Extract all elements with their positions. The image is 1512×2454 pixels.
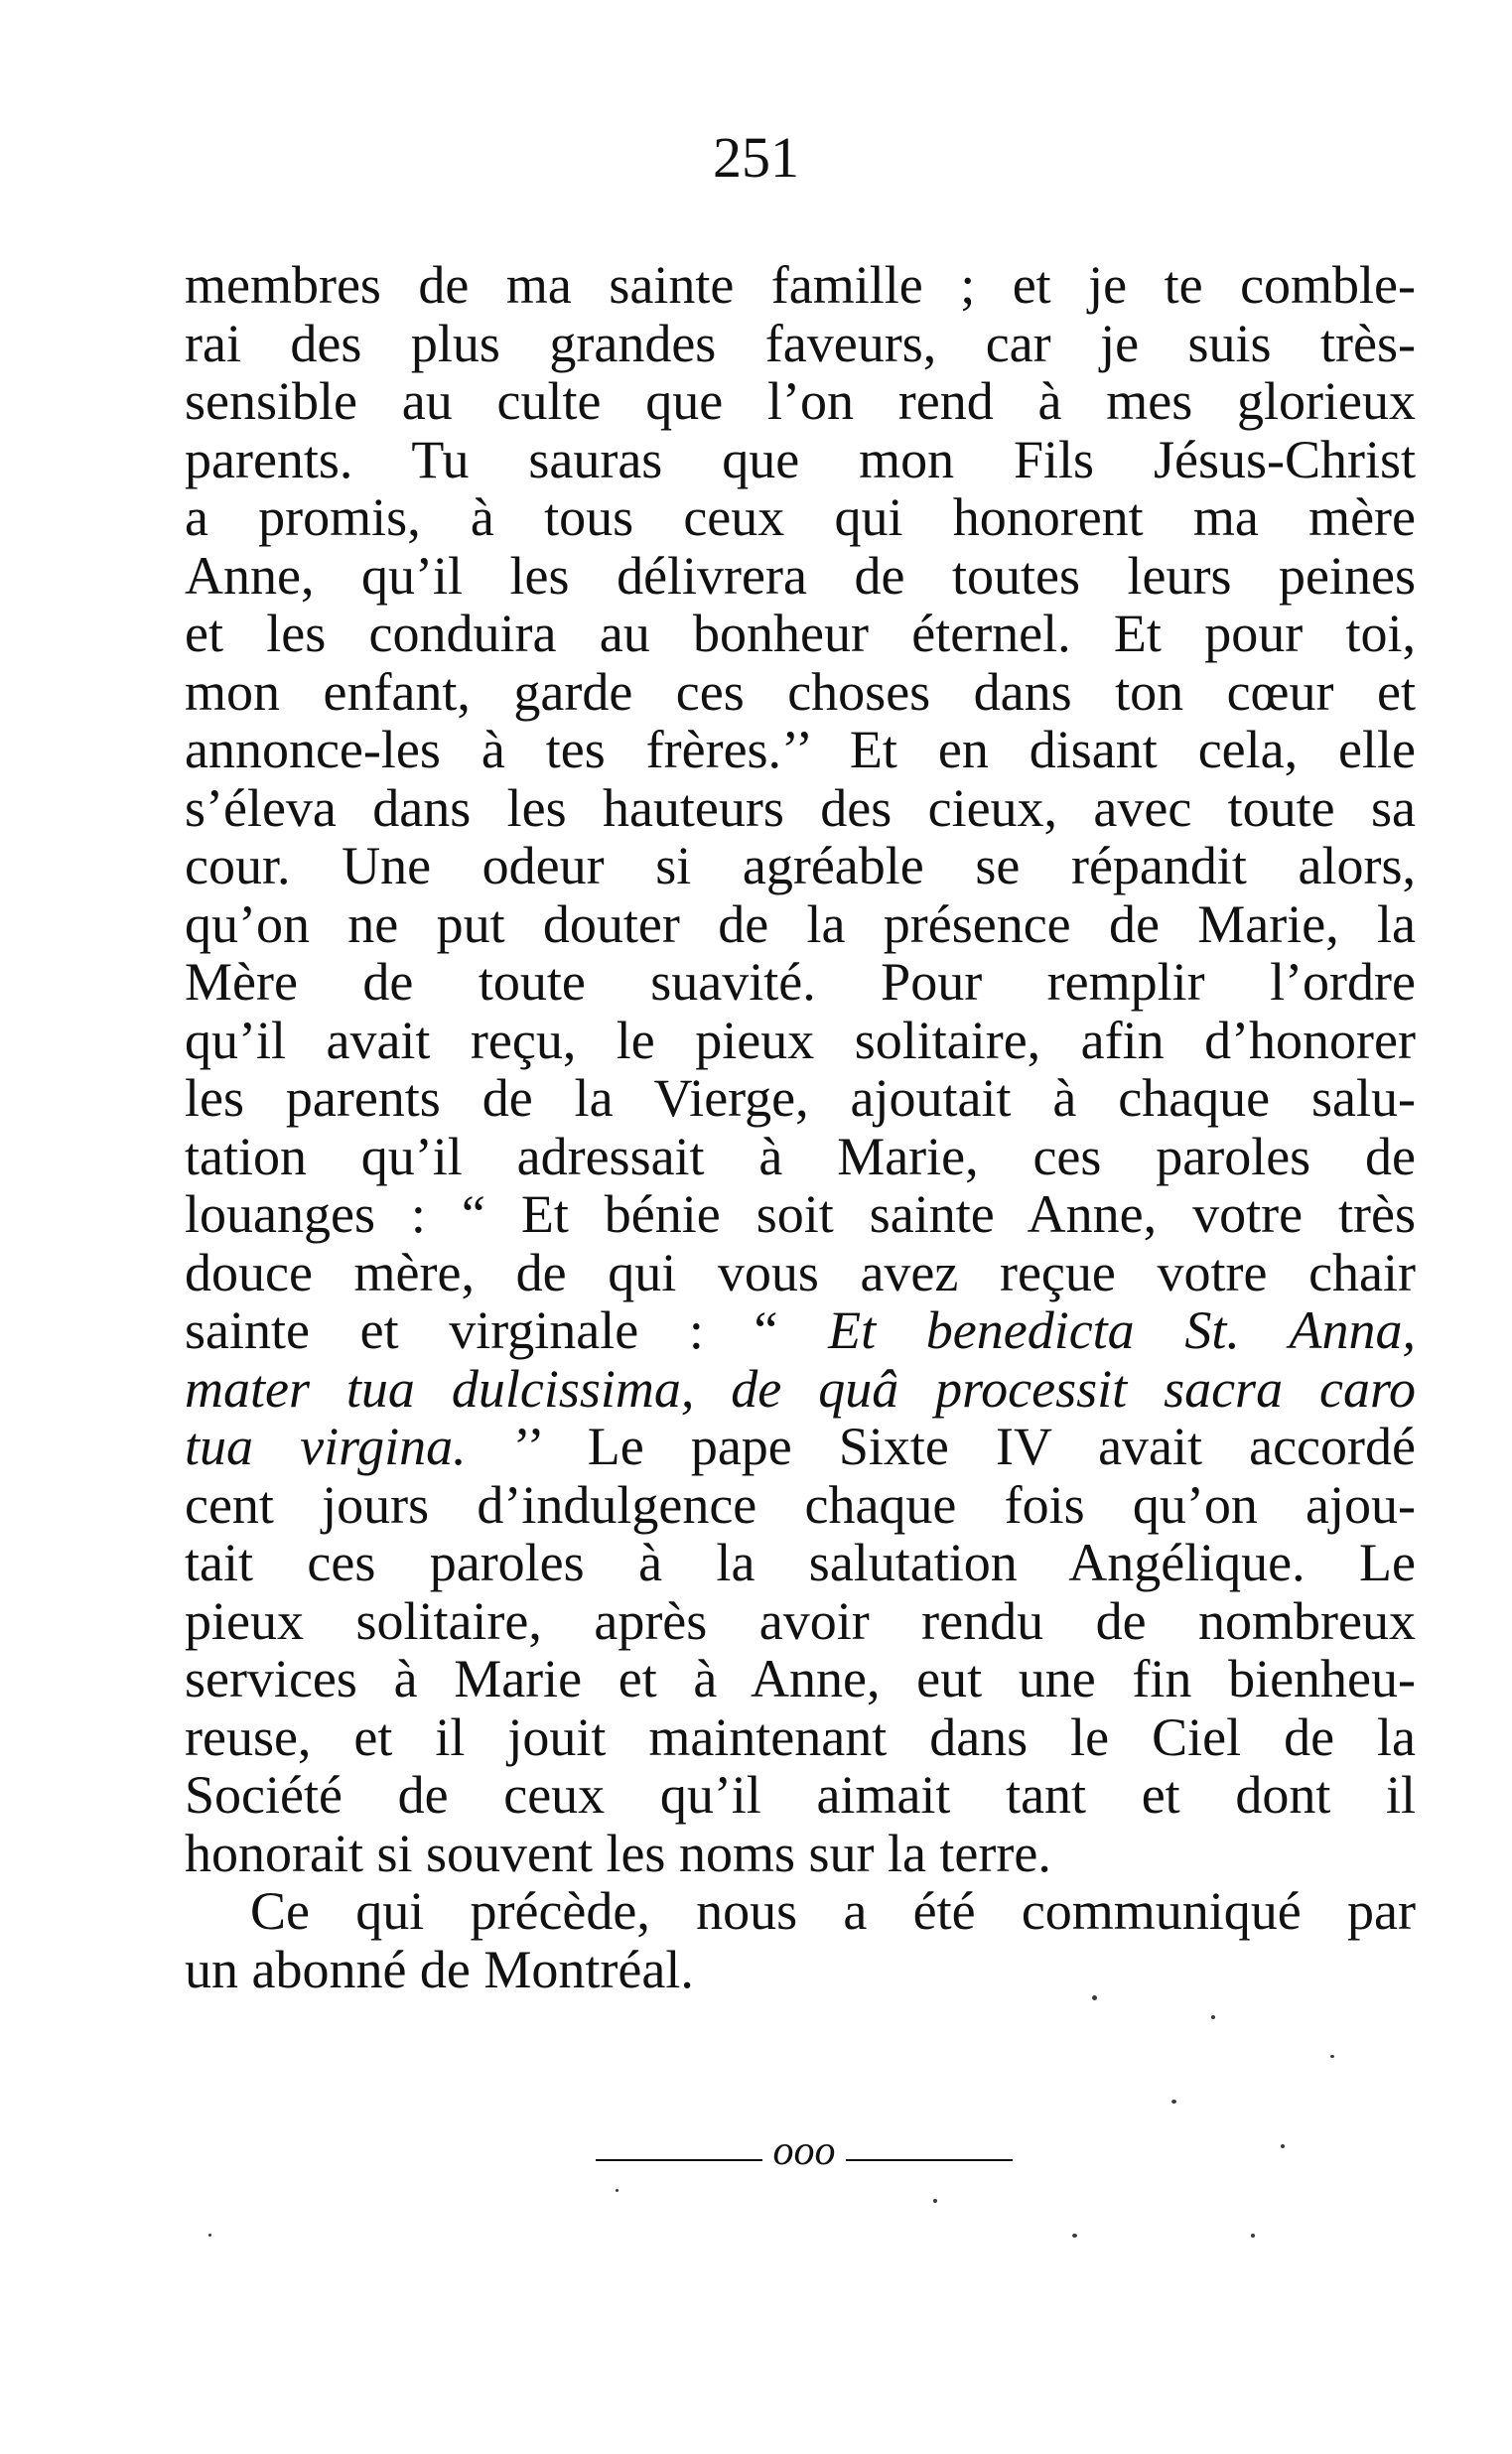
text-line: les parents de la Vierge, ajoutait à chaque salu-	[185, 1068, 1416, 1128]
text-line: un abonné de Montréal.	[185, 1939, 694, 1999]
latin-quote: tua virgina.	[185, 1417, 467, 1476]
scan-speck	[1072, 2234, 1077, 2238]
text-line: tait ces paroles à la salutation Angélique. Le	[185, 1533, 1416, 1592]
latin-quote: Et benedicta St. Anna,	[828, 1300, 1416, 1360]
scan-speck	[933, 2199, 937, 2203]
text-line	[185, 1360, 1416, 1419]
scan-speck	[1251, 2234, 1255, 2238]
text-line: a promis, à tous ceux qui honorent ma mère	[185, 487, 1416, 547]
text-line: Anne, qu’il les délivrera de toutes leurs peines	[185, 545, 1416, 606]
scan-speck	[1092, 1995, 1097, 2000]
text-line: qu’il avait reçu, le pieux solitaire, afin d’honorer	[185, 1010, 1416, 1070]
text-line: annonce-les à tes frères.’’ Et en disant cela, elle	[185, 720, 1416, 779]
separator-mark: ooo	[762, 2131, 846, 2171]
scan-speck	[1211, 2015, 1215, 2019]
text-line: cent jours d’indulgence chaque fois qu’on ajou-	[185, 1474, 1416, 1535]
text-line: reuse, et il jouit maintenant dans le Ciel de la	[185, 1706, 1416, 1767]
page-number: 251	[713, 125, 799, 190]
text-line: s’éleva dans les hauteurs des cieux, avec toute sa	[185, 777, 1416, 838]
text-line: cour. Une odeur si agréable se répandit alors,	[185, 836, 1416, 895]
text-line: tua virgina. ’’ Le pape Sixte IV avait accordé	[185, 1417, 1416, 1476]
text-line: tation qu’il adressait à Marie, ces paroles de	[185, 1126, 1416, 1186]
section-separator	[596, 2128, 1013, 2174]
text-line: louanges : “ Et bénie soit sainte Anne, votre très	[185, 1184, 1416, 1244]
text-line: membres de ma sainte famille ; et je te comble-	[185, 255, 1416, 315]
scan-speck	[1281, 2144, 1285, 2148]
text-line: rai des plus grandes faveurs, car je suis très-	[185, 313, 1416, 373]
scan-speck	[1171, 2100, 1176, 2104]
scan-speck	[616, 2189, 619, 2192]
text-line: et les conduira au bonheur éternel. Et pour toi,	[185, 604, 1416, 663]
text-line: honorait si souvent les noms sur la terre.	[185, 1823, 1051, 1883]
text-line: pieux solitaire, après avoir rendu de nombreux	[185, 1590, 1416, 1651]
text-line: Société de ceux qu’il aimait tant et dont il	[185, 1765, 1416, 1825]
text-line: parents. Tu sauras que mon Fils Jésus-Christ	[185, 429, 1416, 489]
text-line: qu’on ne put douter de la présence de Marie, la	[185, 893, 1416, 954]
text-line: Mère de toute suavité. Pour remplir l’ordre	[185, 952, 1416, 1012]
body-text	[185, 256, 1416, 1998]
text-line: services à Marie et à Anne, eut une fin bienheu-	[185, 1649, 1416, 1708]
scan-speck	[208, 2234, 211, 2237]
scan-speck	[1330, 2055, 1334, 2058]
text-line: douce mère, de qui vous avez reçue votre chair	[185, 1242, 1416, 1302]
text-line: mon enfant, garde ces choses dans ton cœur et	[185, 661, 1416, 722]
text-line: sainte et virginale : “ Et benedicta St. Anna,	[185, 1300, 1416, 1360]
text-line: Ce qui précède, nous a été communiqué par	[250, 1881, 1416, 1941]
text-line: sensible au culte que l’on rend à mes glorieux	[185, 371, 1416, 431]
latin-quote: mater tua dulcissima, de quâ processit sacra caro	[185, 1358, 1416, 1419]
